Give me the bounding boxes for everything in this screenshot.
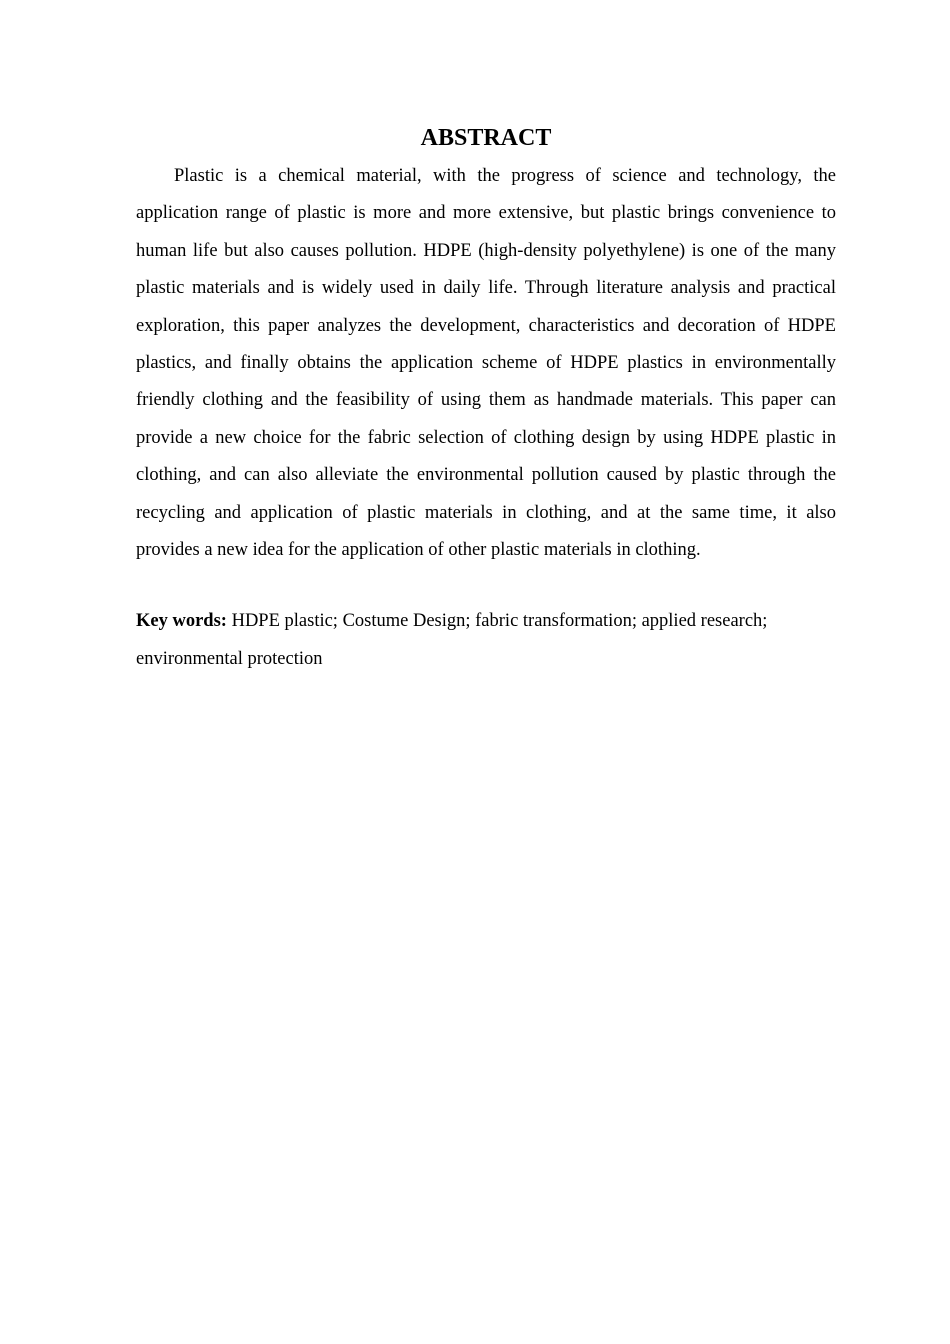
keywords-text: HDPE plastic; Costume Design; fabric transformation; applied research; environmental protection xyxy=(136,611,768,669)
keywords-line xyxy=(136,603,836,678)
abstract-body-paragraph: Plastic is a chemical material, with the progress of science and technology, the application range of plastic is more and more extensive, but plastic brings convenience to human life but also causes pollution. HDPE (high-density polyethylene) is one of the many plastic materials and is widely used in daily life. Through literature analysis and practical exploration, this paper analyzes the development, characteristics and decoration of HDPE plastics, and finally obtains the application scheme of HDPE plastics in environmentally friendly clothing and the feasibility of using them as handmade materials. This paper can provide a new choice for the fabric selection of clothing design by using HDPE plastic in clothing, and can also alleviate the environmental pollution caused by plastic through the recycling and application of plastic materials in clothing, and at the same time, it also provides a new idea for the application of other plastic materials in clothing. xyxy=(136,166,836,561)
keywords-label: Key words: xyxy=(136,611,227,632)
abstract-section xyxy=(136,122,836,678)
abstract-heading: ABSTRACT xyxy=(420,125,552,151)
